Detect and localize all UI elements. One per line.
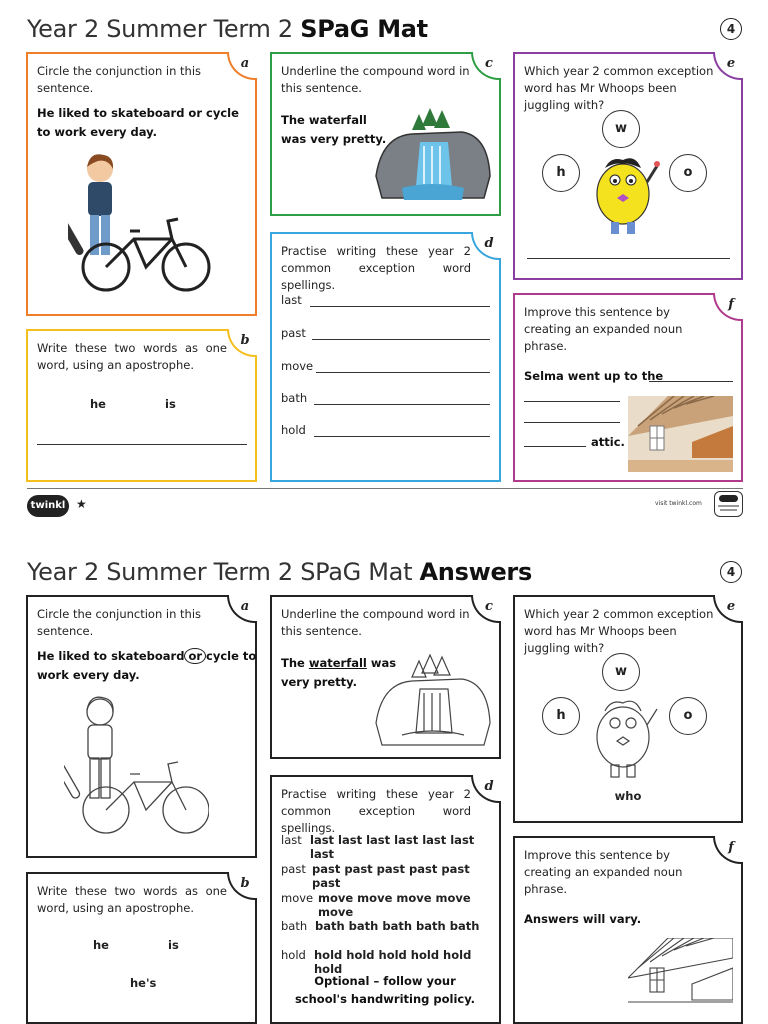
question-text: Improve this sentence by creating an expanded noun phrase. — [524, 848, 683, 896]
box-letter: d — [471, 232, 501, 260]
spelling-word: past — [281, 862, 306, 876]
box-letter: b — [227, 329, 257, 357]
question-text: Practise writing these year 2 common exception word spellings. — [281, 244, 471, 292]
word-he: he — [93, 938, 109, 952]
answer-box-d — [270, 775, 501, 1024]
handwriting-note: Optional – follow your school's handwriting policy. — [294, 974, 476, 1006]
word-is: is — [168, 938, 179, 952]
word-he: he — [90, 397, 106, 411]
box-letter: b — [227, 872, 257, 900]
spelling-word: bath — [281, 919, 308, 933]
answer-line[interactable] — [37, 444, 247, 445]
spelling-answer: past past past past past past — [312, 862, 470, 890]
underlined-word: waterfall — [308, 656, 367, 670]
spelling-answer: hold hold hold hold hold hold — [314, 948, 472, 976]
box-letter: f — [713, 836, 743, 864]
mr-whoops-outline — [587, 695, 663, 779]
box-letter: e — [713, 595, 743, 623]
spelling-word: move — [281, 891, 314, 905]
mr-whoops-illustration — [587, 152, 663, 236]
answer-line[interactable] — [310, 306, 490, 307]
question-text: Practise writing these year 2 common exception word spellings. — [281, 787, 471, 835]
question-sentence: The waterfall was very pretty. — [281, 113, 387, 146]
letter-circle-o: o — [669, 154, 707, 192]
spelling-answer: last last last last last last last — [310, 833, 475, 861]
answer-line[interactable] — [524, 446, 586, 447]
spelling-word: hold — [281, 423, 306, 437]
boy-bicycle-outline — [64, 692, 209, 837]
question-box-c — [270, 52, 501, 216]
attic-illustration — [628, 396, 733, 472]
question-text: Improve this sentence by creating an expanded noun phrase. — [524, 305, 683, 353]
box-letter: a — [227, 595, 257, 623]
letter-circle-h: h — [542, 697, 580, 735]
answer-line[interactable] — [316, 372, 490, 373]
spelling-word: move — [281, 359, 314, 373]
question-text: Circle the conjunction in this sentence. — [37, 607, 202, 638]
question-box-f — [513, 293, 743, 482]
spelling-answer: move move move move move — [318, 891, 471, 919]
quality-badge-icon — [714, 491, 743, 517]
question-box-d — [270, 232, 501, 482]
word-is: is — [165, 397, 176, 411]
question-box-e — [513, 52, 743, 280]
page-title — [27, 15, 428, 43]
answer-box-c — [270, 595, 501, 759]
answer-text: he's — [130, 976, 157, 990]
spelling-word: last — [281, 293, 302, 307]
box-letter: c — [471, 595, 501, 623]
spelling-answer: bath bath bath bath bath — [315, 919, 480, 933]
answer-text: Answers will vary. — [524, 912, 642, 926]
letter-circle-w: w — [602, 653, 640, 691]
boy-bicycle-illustration — [68, 149, 213, 294]
answer-line[interactable] — [524, 401, 620, 402]
sentence-part: very pretty. — [281, 675, 357, 689]
question-text: Underline the compound word in this sentence. — [281, 607, 470, 638]
spelling-word: hold — [281, 948, 306, 962]
answer-line[interactable] — [649, 381, 733, 382]
title-bold: Answers — [419, 558, 532, 586]
title-bold: SPaG Mat — [300, 15, 428, 43]
waterfall-illustration — [372, 106, 494, 208]
answer-box-e — [513, 595, 743, 823]
question-text: Write these two words as one word, using an apostrophe. — [37, 341, 227, 372]
letter-circle-w: w — [602, 110, 640, 148]
spelling-word: last — [281, 833, 302, 847]
sentence-part: The — [281, 656, 309, 670]
answers-title — [27, 558, 532, 586]
question-text: Which year 2 common exception word has Mr Whoops been juggling with? — [524, 607, 714, 655]
answer-sentence — [37, 647, 256, 666]
answer-text: who — [614, 789, 642, 803]
answer-line[interactable] — [314, 404, 490, 405]
box-letter: c — [471, 52, 501, 80]
answer-box-a — [26, 595, 257, 858]
attic-outline — [628, 938, 733, 1014]
question-box-a — [26, 52, 257, 316]
mat-number: 4 — [720, 18, 742, 40]
box-letter: d — [471, 775, 501, 803]
sentence-part: work every day. — [37, 668, 140, 682]
box-letter: f — [713, 293, 743, 321]
sentence-part: was — [366, 656, 397, 670]
question-text: Which year 2 common exception word has Mr Whoops been juggling with? — [524, 64, 714, 112]
sentence-start: Selma went up to the — [524, 369, 664, 383]
footer-divider — [27, 488, 743, 489]
circled-conjunction: or — [184, 648, 206, 664]
answer-line[interactable] — [314, 436, 490, 437]
twinkl-logo[interactable]: twinkl — [27, 495, 69, 517]
question-text: Circle the conjunction in this sentence. — [37, 64, 202, 95]
question-text: Write these two words as one word, using an apostrophe. — [37, 884, 227, 915]
answer-line[interactable] — [527, 258, 730, 259]
box-letter: a — [227, 52, 257, 80]
sentence-part: He liked to skateboard — [37, 649, 185, 663]
spelling-word: bath — [281, 391, 308, 405]
waterfall-outline — [372, 653, 494, 753]
sentence-part: cycle to — [206, 649, 257, 663]
title-text: Year 2 Summer Term 2 SPaG Mat — [27, 558, 420, 586]
mat-number: 4 — [720, 561, 742, 583]
title-text: Year 2 Summer Term 2 — [27, 15, 301, 43]
question-box-b — [26, 329, 257, 482]
answer-line[interactable] — [524, 422, 620, 423]
question-text: Underline the compound word in this sentence. — [281, 64, 470, 95]
answer-line[interactable] — [312, 339, 490, 340]
spelling-word: past — [281, 326, 306, 340]
question-sentence: He liked to skateboard or cycle to work every day. — [37, 106, 239, 139]
star-icon: ★ — [76, 497, 87, 511]
answer-box-f — [513, 836, 743, 1024]
letter-circle-h: h — [542, 154, 580, 192]
sentence-end: attic. — [591, 435, 625, 449]
footer-link[interactable]: visit twinkl.com — [655, 500, 702, 507]
answer-box-b — [26, 872, 257, 1024]
box-letter: e — [713, 52, 743, 80]
letter-circle-o: o — [669, 697, 707, 735]
